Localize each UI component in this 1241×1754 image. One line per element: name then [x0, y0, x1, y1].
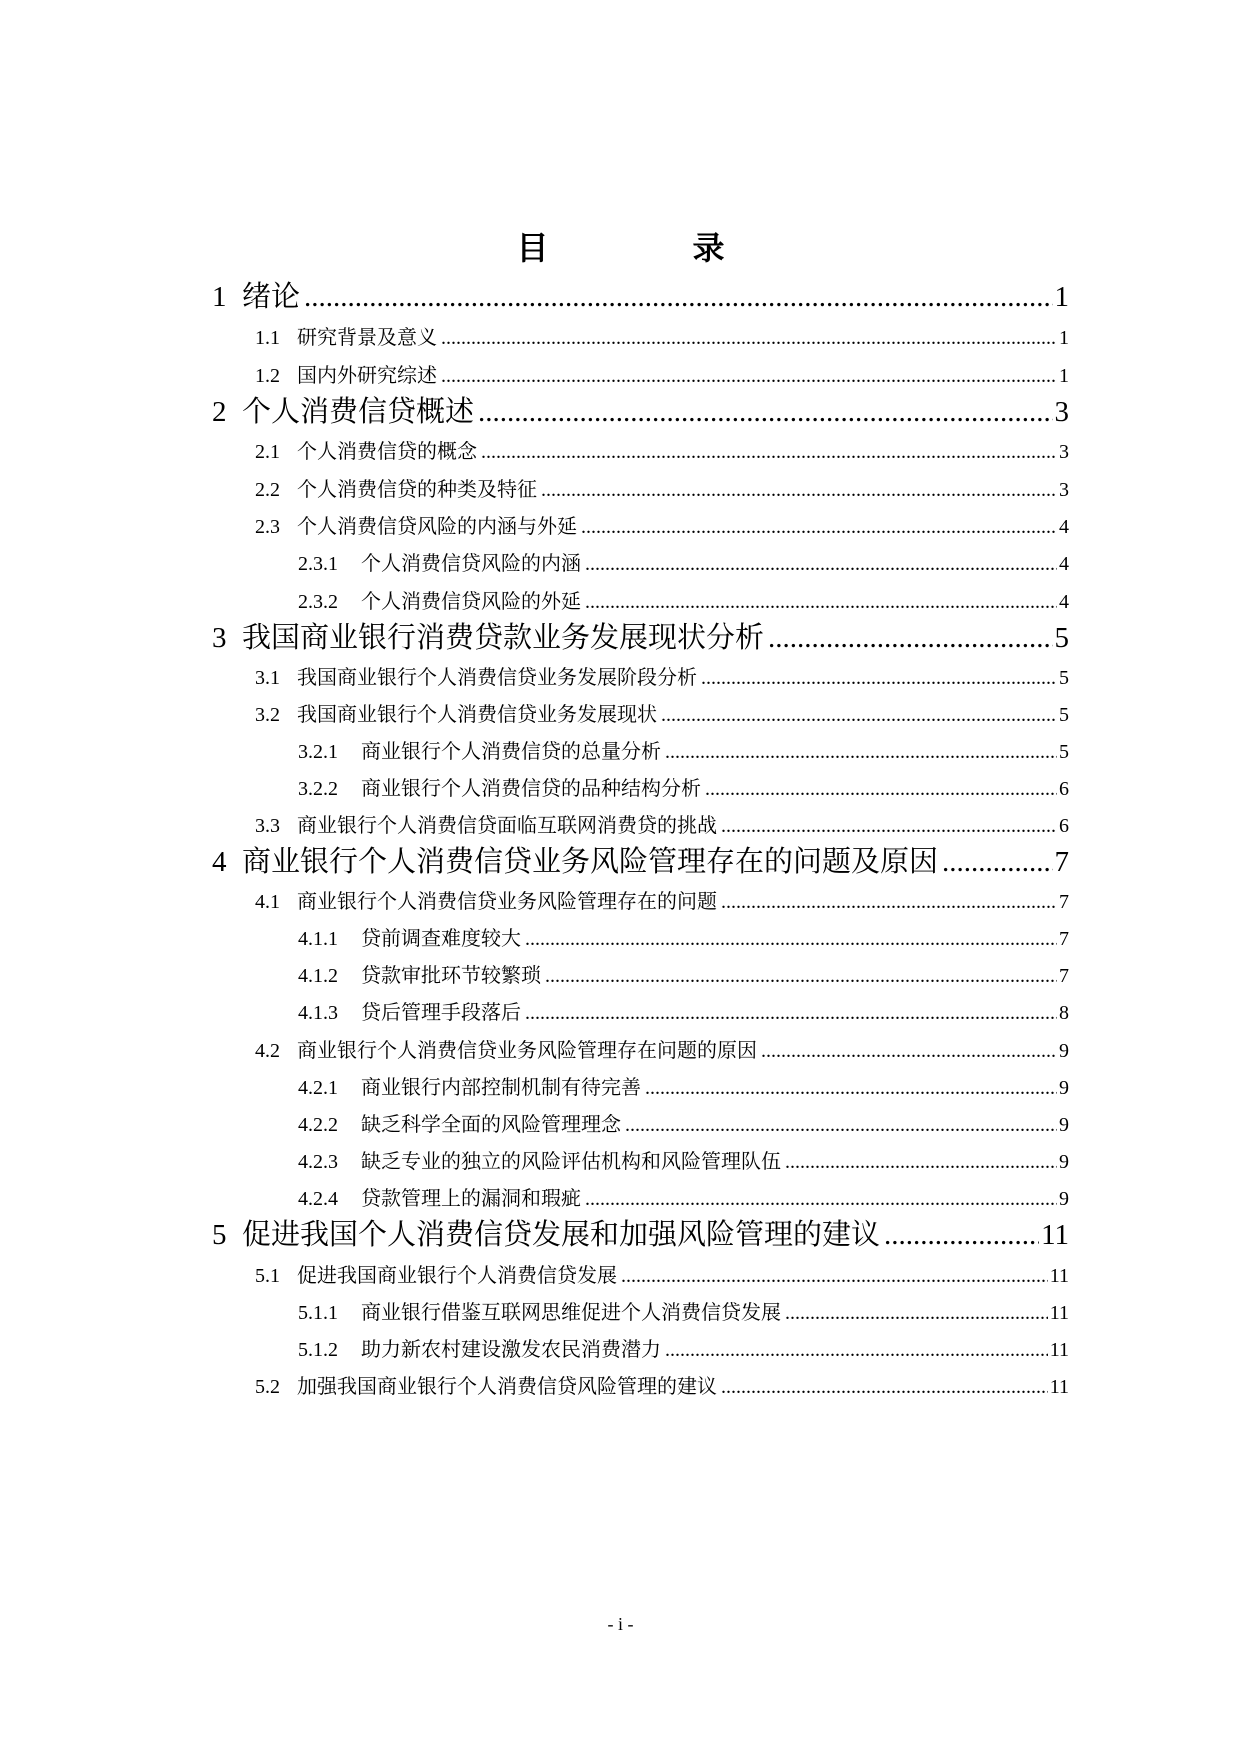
- toc-entry-number: 4.1.2: [298, 965, 338, 987]
- toc-entry-number: 4.2: [255, 1040, 280, 1062]
- toc-entry-title: 缺乏专业的独立的风险评估机构和风险管理队伍: [361, 1149, 781, 1173]
- toc-entry-title: 我国商业银行个人消费信贷业务发展现状: [297, 702, 657, 726]
- toc-entry-number: 2.3.1: [298, 553, 338, 575]
- toc-entry-level-2[interactable]: [255, 662, 1069, 692]
- toc-entry-page-number: 7: [1059, 928, 1069, 950]
- toc-entry-page-number: 5: [1054, 622, 1069, 654]
- toc-entry-title: 研究背景及意义: [297, 325, 437, 349]
- toc-entry-level-3[interactable]: [298, 586, 1069, 616]
- page-title: 目 录: [516, 229, 781, 267]
- toc-entry-number: 2.3.2: [298, 591, 338, 613]
- toc-entry-title: 商业银行个人消费信贷业务风险管理存在问题的原因: [297, 1038, 757, 1062]
- toc-entry-page-number: 9: [1059, 1151, 1069, 1173]
- dot-leader: [768, 618, 1052, 658]
- toc-entry-number: 4.2.2: [298, 1114, 338, 1136]
- dot-leader: [525, 924, 1057, 954]
- toc-entry-title: 贷前调查难度较大: [361, 926, 521, 950]
- toc-entry-number: 1.2: [255, 365, 280, 387]
- toc-entry-title: 促进我国个人消费信贷发展和加强风险管理的建议: [242, 1217, 881, 1251]
- toc-entry-title: 助力新农村建设激发农民消费潜力: [361, 1337, 661, 1361]
- toc-entry-number: 5.1: [255, 1265, 280, 1287]
- toc-entry-number: 3.1: [255, 667, 280, 689]
- page-number-footer: - i -: [607, 1614, 634, 1634]
- toc-entry-page-number: 4: [1059, 553, 1069, 575]
- dot-leader: [585, 549, 1057, 579]
- toc-entry-number: 5: [212, 1219, 227, 1251]
- toc-entry-number: 2.3: [255, 516, 280, 538]
- toc-entry-number: 3.2.2: [298, 778, 338, 800]
- toc-entry-page-number: 1: [1054, 281, 1069, 313]
- toc-entry-level-2[interactable]: [255, 699, 1069, 729]
- toc-entry-page-number: 6: [1059, 815, 1069, 837]
- toc-entry-page-number: 1: [1059, 327, 1069, 349]
- toc-entry-level-3[interactable]: [298, 1146, 1069, 1176]
- toc-entry-title: 绪论: [242, 279, 301, 313]
- dot-leader: [721, 1372, 1048, 1402]
- toc-entry-number: 3.3: [255, 815, 280, 837]
- dot-leader: [525, 998, 1057, 1028]
- toc-entry-title: 商业银行个人消费信贷的总量分析: [361, 739, 661, 763]
- toc-entry-level-1[interactable]: [212, 617, 1069, 657]
- toc-entry-number: 4.2.1: [298, 1077, 338, 1099]
- dot-leader: [545, 961, 1057, 991]
- dot-leader: [785, 1147, 1057, 1177]
- toc-entry-page-number: 9: [1059, 1077, 1069, 1099]
- toc-entry-number: 4.1.1: [298, 928, 338, 950]
- toc-entry-number: 2.1: [255, 441, 280, 463]
- toc-entry-page-number: 6: [1059, 778, 1069, 800]
- dot-leader: [585, 1184, 1057, 1214]
- toc-entry-title: 加强我国商业银行个人消费信贷风险管理的建议: [297, 1374, 717, 1398]
- toc-entry-level-1[interactable]: [212, 276, 1069, 316]
- toc-entry-title: 商业银行借鉴互联网思维促进个人消费信贷发展: [361, 1300, 781, 1324]
- dot-leader: [701, 663, 1057, 693]
- toc-entry-page-number: 11: [1049, 1302, 1069, 1324]
- toc-entry-level-3[interactable]: [298, 997, 1069, 1027]
- toc-entry-title: 贷款管理上的漏洞和瑕疵: [361, 1186, 581, 1210]
- toc-entry-title: 我国商业银行消费贷款业务发展现状分析: [242, 620, 765, 654]
- toc-entry-level-2[interactable]: [255, 322, 1069, 352]
- dot-leader: [441, 361, 1057, 391]
- toc-entry-title: 个人消费信贷风险的外延: [361, 589, 581, 613]
- dot-leader: [884, 1215, 1039, 1255]
- toc-entry-number: 4.2.4: [298, 1188, 338, 1210]
- toc-entry-number: 3.2.1: [298, 741, 338, 763]
- dot-leader: [661, 700, 1057, 730]
- dot-leader: [541, 475, 1057, 505]
- toc-entry-number: 3.2: [255, 704, 280, 726]
- toc-entry-level-2[interactable]: [255, 360, 1069, 390]
- dot-leader: [441, 323, 1057, 353]
- dot-leader: [942, 842, 1052, 882]
- toc-entry-page-number: 4: [1059, 591, 1069, 613]
- toc-entry-level-3[interactable]: [298, 960, 1069, 990]
- dot-leader: [721, 811, 1057, 841]
- dot-leader: [761, 1036, 1057, 1066]
- dot-leader: [304, 277, 1052, 317]
- toc-entry-level-2[interactable]: [255, 436, 1069, 466]
- dot-leader: [785, 1298, 1048, 1328]
- toc-entry-level-3[interactable]: [298, 1072, 1069, 1102]
- toc-entry-title: 贷款审批环节较繁琐: [361, 963, 541, 987]
- toc-entry-level-3[interactable]: [298, 548, 1069, 578]
- toc-entry-title: 促进我国商业银行个人消费信贷发展: [297, 1263, 617, 1287]
- toc-entry-page-number: 8: [1059, 1002, 1069, 1024]
- toc-entry-number: 4.2.3: [298, 1151, 338, 1173]
- dot-leader: [625, 1110, 1057, 1140]
- toc-entry-number: 4.1.3: [298, 1002, 338, 1024]
- toc-entry-page-number: 9: [1059, 1040, 1069, 1062]
- toc-entry-title: 个人消费信贷风险的内涵与外延: [297, 514, 577, 538]
- dot-leader: [481, 437, 1057, 467]
- toc-entry-number: 3: [212, 622, 227, 654]
- toc-entry-page-number: 7: [1059, 965, 1069, 987]
- toc-entry-number: 2.2: [255, 479, 280, 501]
- toc-entry-level-2[interactable]: [255, 1260, 1069, 1290]
- toc-entry-number: 5.1.2: [298, 1339, 338, 1361]
- toc-entry-page-number: 11: [1049, 1376, 1069, 1398]
- toc-entry-level-3[interactable]: [298, 1334, 1069, 1364]
- toc-entry-page-number: 7: [1054, 846, 1069, 878]
- toc-entry-level-2[interactable]: [255, 1371, 1069, 1401]
- toc-entry-title: 个人消费信贷概述: [242, 394, 475, 428]
- dot-leader: [665, 1335, 1048, 1365]
- toc-entry-page-number: 5: [1059, 704, 1069, 726]
- toc-entry-page-number: 3: [1059, 441, 1069, 463]
- toc-entry-page-number: 9: [1059, 1188, 1069, 1210]
- toc-entry-level-2[interactable]: [255, 810, 1069, 840]
- toc-entry-title: 贷后管理手段落后: [361, 1000, 521, 1024]
- toc-entry-title: 个人消费信贷风险的内涵: [361, 551, 581, 575]
- toc-entry-level-2[interactable]: [255, 474, 1069, 504]
- toc-entry-title: 个人消费信贷的种类及特征: [297, 477, 537, 501]
- dot-leader: [621, 1261, 1048, 1291]
- toc-entry-page-number: 11: [1049, 1265, 1069, 1287]
- toc-entry-level-2[interactable]: [255, 511, 1069, 541]
- toc-entry-number: 5.2: [255, 1376, 280, 1398]
- toc-entry-level-3[interactable]: [298, 1109, 1069, 1139]
- toc-entry-page-number: 1: [1059, 365, 1069, 387]
- toc-entry-level-3[interactable]: [298, 1297, 1069, 1327]
- dot-leader: [585, 587, 1057, 617]
- toc-entry-title: 我国商业银行个人消费信贷业务发展阶段分析: [297, 665, 697, 689]
- toc-entry-page-number: 5: [1059, 741, 1069, 763]
- toc-entry-title: 商业银行个人消费信贷业务风险管理存在的问题: [297, 889, 717, 913]
- toc-entry-number: 5.1.1: [298, 1302, 338, 1324]
- toc-entry-number: 4.1: [255, 891, 280, 913]
- dot-leader: [665, 737, 1057, 767]
- toc-entry-number: 1: [212, 281, 227, 313]
- dot-leader: [581, 512, 1057, 542]
- toc-entry-number: 4: [212, 846, 227, 878]
- toc-entry-page-number: 3: [1059, 479, 1069, 501]
- toc-entry-number: 1.1: [255, 327, 280, 349]
- toc-entry-title: 国内外研究综述: [297, 363, 437, 387]
- toc-entry-page-number: 7: [1059, 891, 1069, 913]
- toc-entry-number: 2: [212, 396, 227, 428]
- toc-entry-page-number: 5: [1059, 667, 1069, 689]
- toc-entry-page-number: 9: [1059, 1114, 1069, 1136]
- toc-entry-title: 商业银行内部控制机制有待完善: [361, 1075, 641, 1099]
- dot-leader: [645, 1073, 1057, 1103]
- toc-entry-title: 缺乏科学全面的风险管理理念: [361, 1112, 621, 1136]
- toc-entry-page-number: 3: [1054, 396, 1069, 428]
- toc-entry-level-3[interactable]: [298, 736, 1069, 766]
- toc-entry-level-2[interactable]: [255, 1035, 1069, 1065]
- toc-entry-level-2[interactable]: [255, 886, 1069, 916]
- toc-entry-title: 商业银行个人消费信贷的品种结构分析: [361, 776, 701, 800]
- dot-leader: [721, 887, 1057, 917]
- toc-entry-title: 个人消费信贷的概念: [297, 439, 477, 463]
- toc-entry-title: 商业银行个人消费信贷面临互联网消费贷的挑战: [297, 813, 717, 837]
- toc-entry-level-1[interactable]: [212, 841, 1069, 881]
- toc-entry-title: 商业银行个人消费信贷业务风险管理存在的问题及原因: [242, 844, 939, 878]
- toc-entry-level-3[interactable]: [298, 773, 1069, 803]
- dot-leader: [478, 392, 1052, 432]
- toc-entry-page-number: 4: [1059, 516, 1069, 538]
- toc-entry-level-1[interactable]: [212, 1214, 1069, 1254]
- toc-entry-level-3[interactable]: [298, 1183, 1069, 1213]
- toc-entry-page-number: 11: [1041, 1219, 1069, 1251]
- toc-entry-level-3[interactable]: [298, 923, 1069, 953]
- dot-leader: [705, 774, 1057, 804]
- toc-entry-level-1[interactable]: [212, 391, 1069, 431]
- toc-entry-page-number: 11: [1049, 1339, 1069, 1361]
